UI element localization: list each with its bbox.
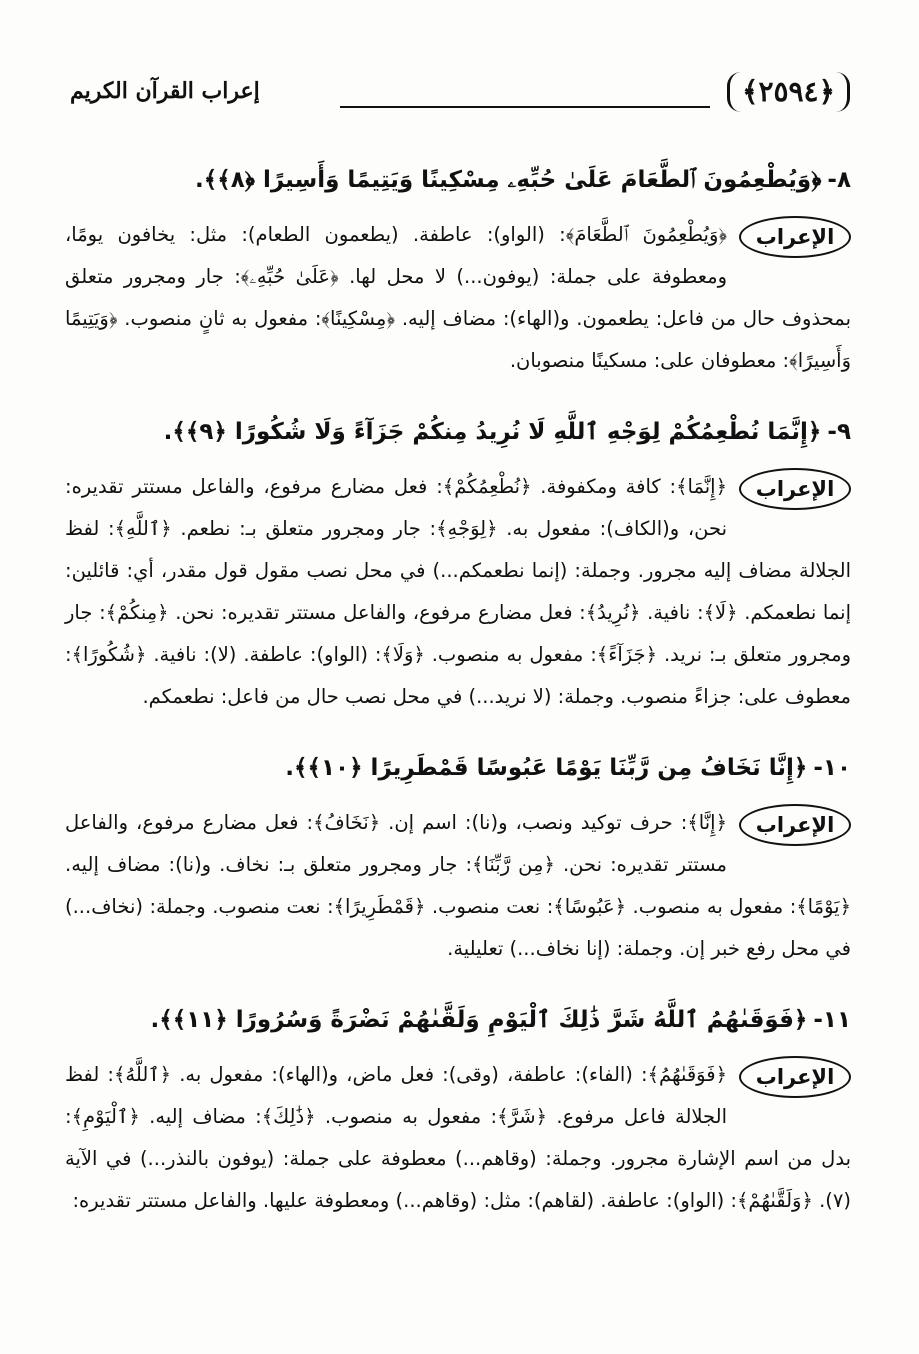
verse-block-9 — [65, 412, 851, 718]
page-header — [70, 72, 850, 120]
header-rule — [340, 106, 710, 108]
verse-block-8 — [65, 160, 851, 382]
analysis-text: ﴿إِنَّا﴾: حرف توكيد ونصب، و(نا): اسم إن. ﴿نَخَافُ﴾: فعل مضارع مرفوع، والفاعل مستتر تقديره: نحن. ﴿مِن رَّبِّنَا﴾: جار ومجرور متعلق بـ: نخاف. و(نا): مضاف إليه. ﴿يَوْمًا﴾: مفعول به منصوب. ﴿عَبُوسًا﴾: نعت منصوب. ﴿قَمْطَرِيرًا﴾: نعت منصوب. وجملة: (نخاف...) في محل رفع خبر إن. وجملة: (إنا نخاف...) تعليلية. — [65, 811, 851, 960]
verse-block-10 — [65, 748, 851, 970]
verse-line — [65, 1000, 851, 1040]
verse-text: ﴿إِنَّا نَخَافُ مِن رَّبِّنَا يَوْمًا عَبُوسًا قَمْطَرِيرًا ﴿١٠﴾﴾. — [285, 755, 808, 781]
grammar-analysis — [65, 1054, 851, 1222]
verse-line — [65, 160, 851, 200]
verse-number: ١١- — [813, 1007, 851, 1033]
irab-badge: الإعراب — [739, 804, 851, 846]
analysis-text: ﴿فَوَقَىٰهُمُ﴾: (الفاء): عاطفة، (وقى): فعل ماض، و(الهاء): مفعول به. ﴿ٱللَّهُ﴾: لفظ الجلالة فاعل مرفوع. ﴿شَرَّ﴾: مفعول به منصوب. ﴿ذَٰلِكَ﴾: مضاف إليه. ﴿ٱلْيَوْمِ﴾: بدل من اسم الإشارة مجرور. وجملة: (وقاهم...) معطوفة على جملة: (يوفون بالنذر...) في الآية (٧). ﴿وَلَقَّىٰهُمْ﴾: (الواو): عاطفة. (لقاهم): مثل: (وقاهم...) ومعطوفة عليها. والفاعل مستتر تقديره: — [65, 1063, 851, 1212]
irab-badge: الإعراب — [739, 1056, 851, 1098]
verse-number: ١٠- — [813, 755, 851, 781]
verse-text: ﴿فَوَقَىٰهُمُ ٱللَّهُ شَرَّ ذَٰلِكَ ٱلْيَوْمِ وَلَقَّىٰهُمْ نَضْرَةً وَسُرُورًا ﴿١١﴾﴾. — [150, 1007, 808, 1033]
page-number: ﴿٢٥٩٤﴾ — [727, 72, 850, 112]
grammar-analysis — [65, 466, 851, 718]
verse-line — [65, 748, 851, 788]
analysis-text: ﴿إِنَّمَا﴾: كافة ومكفوفة. ﴿نُطْعِمُكُمْ﴾: فعل مضارع مرفوع، والفاعل مستتر تقديره: نحن، و(الكاف): مفعول به. ﴿لِوَجْهِ﴾: جار ومجرور متعلق بـ: نطعم. ﴿ٱللَّهِ﴾: لفظ الجلالة مضاف إليه مجرور. وجملة: (إنما نطعمكم...) في محل نصب مقول قول مقدر، أي: قائلين: إنما نطعمكم. ﴿لَا﴾: نافية. ﴿نُرِيدُ﴾: فعل مضارع مرفوع، والفاعل مستتر تقديره: نحن. ﴿مِنكُمْ﴾: جار ومجرور متعلق بـ: نريد. ﴿جَزَآءً﴾: مفعول به منصوب. ﴿وَلَا﴾: (الواو): عاطفة. (لا): نافية. ﴿شُكُورًا﴾: معطوف على: جزاءً منصوب. وجملة: (لا نريد...) في محل نصب حال من فاعل: نطعمكم. — [65, 475, 851, 708]
page-content — [65, 160, 851, 1252]
grammar-analysis — [65, 214, 851, 382]
analysis-text: ﴿وَيُطْعِمُونَ ٱلطَّعَامَ﴾: (الواو): عاطفة. (يطعمون الطعام): مثل: يخافون يومًا، ومعطوفة على جملة: (يوفون...) لا محل لها. ﴿عَلَىٰ حُبِّهِۦ﴾: جار ومجرور متعلق بمحذوف حال من فاعل: يطعمون. و(الهاء): مضاف إليه. ﴿مِسْكِينًا﴾: مفعول به ثانٍ منصوب. ﴿وَيَتِيمًا وَأَسِيرًا﴾: معطوفان على: مسكينًا منصوبان. — [65, 223, 851, 372]
irab-badge: الإعراب — [739, 468, 851, 510]
irab-badge: الإعراب — [739, 216, 851, 258]
grammar-analysis — [65, 802, 851, 970]
book-title: إعراب القرآن الكريم — [70, 78, 260, 104]
verse-number: ٨- — [827, 167, 851, 193]
verse-block-11 — [65, 1000, 851, 1222]
verse-text: ﴿إِنَّمَا نُطْعِمُكُمْ لِوَجْهِ ٱللَّهِ لَا نُرِيدُ مِنكُمْ جَزَآءً وَلَا شُكُورًا ﴿٩﴾﴾. — [163, 419, 822, 445]
verse-line — [65, 412, 851, 452]
verse-number: ٩- — [827, 419, 851, 445]
verse-text: ﴿وَيُطْعِمُونَ ٱلطَّعَامَ عَلَىٰ حُبِّهِۦ مِسْكِينًا وَيَتِيمًا وَأَسِيرًا ﴿٨﴾﴾. — [195, 167, 822, 193]
